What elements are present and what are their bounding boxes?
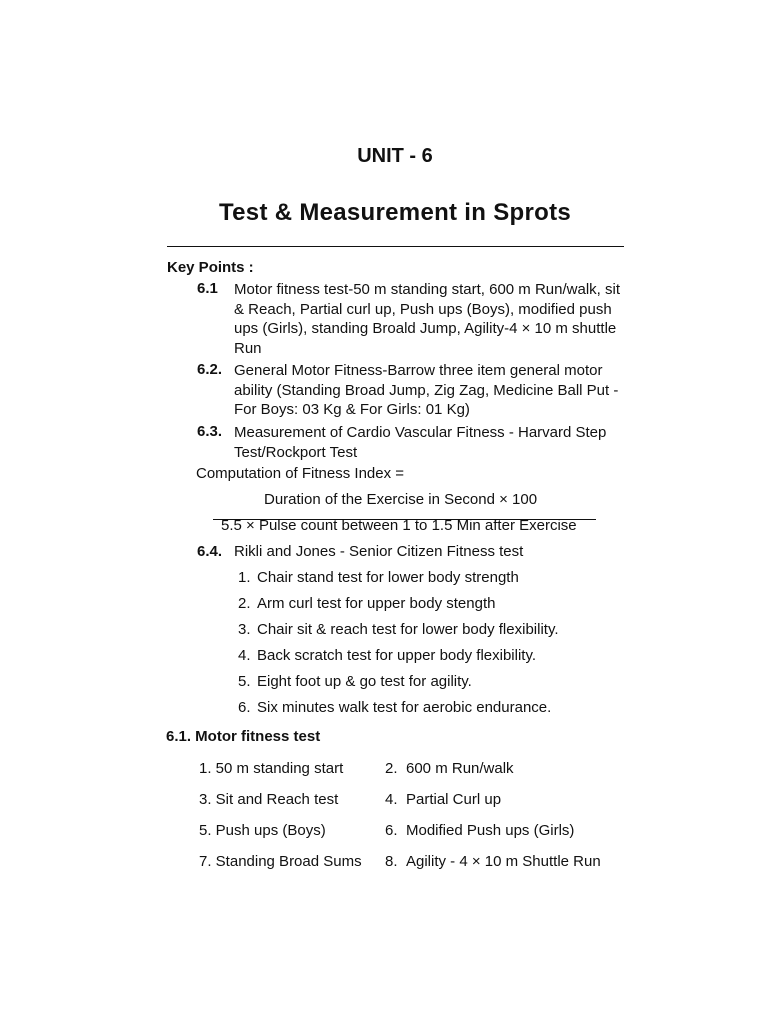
list-item: Six minutes walk test for aerobic endurance. [257, 699, 552, 716]
computation-label: Computation of Fitness Index = [196, 465, 405, 482]
point-text: Rikli and Jones - Senior Citizen Fitness test [234, 543, 524, 560]
list-item: Back scratch test for upper body flexibility. [257, 647, 537, 664]
list-item: Chair sit & reach test for lower body flexibility. [257, 621, 559, 638]
list-number: 2. [385, 760, 398, 777]
section-heading: 6.1. Motor fitness test [166, 728, 321, 745]
unit-heading: UNIT - 6 [357, 145, 433, 167]
formula-denominator: 5.5 × Pulse count between 1 to 1.5 Min after Exercise [221, 517, 577, 534]
point-text: Measurement of Cardio Vascular Fitness - Harvard Step Test/Rockport Test [234, 424, 607, 461]
list-number: 3. [238, 621, 251, 638]
list-item: Chair stand test for lower body strength [257, 569, 519, 586]
list-item: Eight foot up & go test for agility. [257, 673, 472, 690]
page-title: Test & Measurement in Sprots [218, 199, 572, 226]
list-number: 5. [238, 673, 251, 690]
table-cell-right: Partial Curl up [406, 791, 502, 808]
point-text: Motor fitness test-50 m standing start, 600 m Run/walk, sit & Reach, Partial curl up, Push ups (Boys), modified push ups (Girls), standing Broald Jump, Agility-4 × 10 m shuttle Run [234, 281, 620, 357]
table-cell-left: 5. Push ups (Boys) [199, 822, 326, 839]
list-number: 6. [385, 822, 398, 839]
table-cell-right: Modified Push ups (Girls) [406, 822, 575, 839]
table-cell-right: 600 m Run/walk [406, 760, 514, 777]
key-points-label: Key Points : [167, 259, 254, 276]
list-item: Arm curl test for upper body stength [257, 595, 496, 612]
title-rule [167, 246, 624, 247]
formula-numerator: Duration of the Exercise in Second × 100 [264, 491, 538, 508]
list-number: 4. [238, 647, 251, 664]
list-number: 8. [385, 853, 398, 870]
list-number: 1. [238, 569, 251, 586]
list-number: 6. [238, 699, 251, 716]
table-cell-left: 3. Sit and Reach test [199, 791, 339, 808]
list-number: 2. [238, 595, 251, 612]
point-number: 6.3. [197, 423, 223, 440]
point-number: 6.4. [197, 543, 223, 560]
point-number: 6.1 [197, 280, 218, 297]
table-cell-right: Agility - 4 × 10 m Shuttle Run [406, 853, 601, 870]
table-cell-left: 7. Standing Broad Sums [199, 853, 362, 870]
point-text: General Motor Fitness-Barrow three item general motor ability (Standing Broad Jump, Zig Zag, Medicine Ball Put - For Boys: 03 Kg & For Girls: 01 Kg) [234, 362, 619, 418]
point-number: 6.2. [197, 361, 223, 378]
list-number: 4. [385, 791, 398, 808]
table-cell-left: 1. 50 m standing start [199, 760, 344, 777]
